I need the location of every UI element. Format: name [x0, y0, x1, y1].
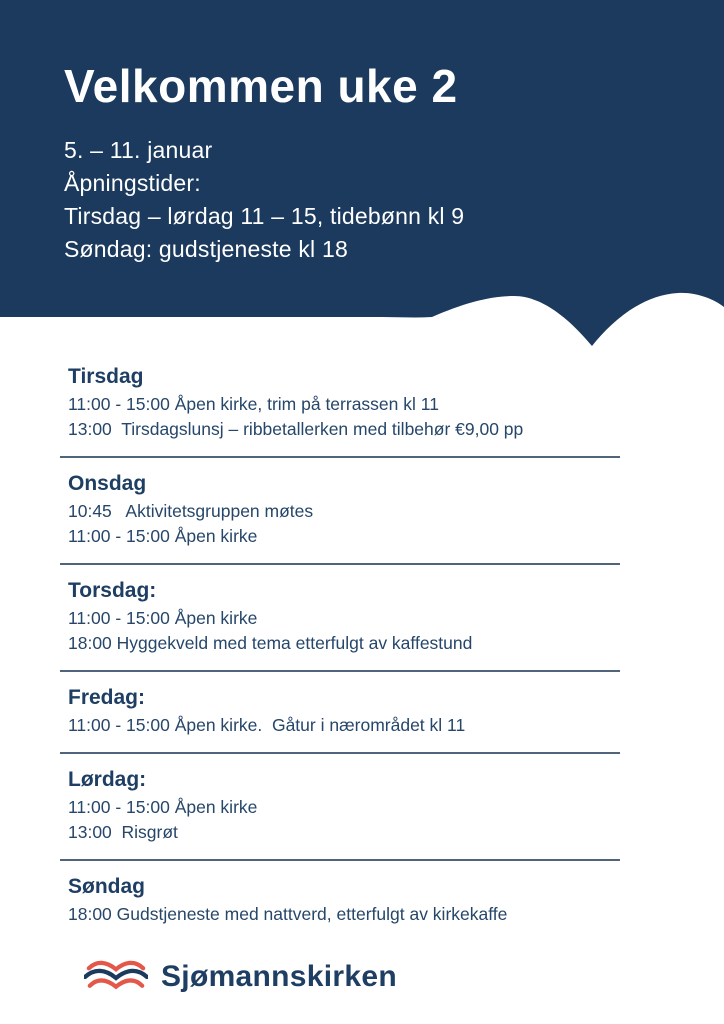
schedule	[0, 355, 724, 927]
section-divider	[60, 563, 620, 565]
header-wave-icon	[0, 290, 724, 355]
schedule-entry: 11:00 - 15:00 Åpen kirke, trim på terrassen kl 11	[68, 394, 439, 414]
entry-list	[60, 902, 664, 927]
schedule-entry: 11:00 - 15:00 Åpen kirke	[68, 526, 258, 546]
entry-list	[60, 499, 664, 549]
schedule-section	[60, 577, 664, 672]
entry-list	[60, 713, 664, 738]
day-heading: Torsdag:	[68, 579, 157, 602]
schedule-entry: 11:00 - 15:00 Åpen kirke	[68, 797, 258, 817]
logo-text: Sjømannskirken	[161, 960, 397, 993]
section-divider	[60, 752, 620, 754]
entry-list	[60, 392, 664, 442]
schedule-entry: 18:00 Hyggekveld med tema etterfulgt av kaffestund	[68, 633, 473, 653]
schedule-entry: 11:00 - 15:00 Åpen kirke. Gåtur i nærområdet kl 11	[68, 715, 466, 735]
schedule-section	[60, 470, 664, 565]
schedule-entry: 13:00 Tirsdagslunsj – ribbetallerken med tilbehør €9,00 pp	[68, 419, 524, 439]
day-heading: Tirsdag	[68, 365, 144, 388]
section-divider	[60, 670, 620, 672]
section-divider	[60, 456, 620, 458]
waves-icon	[84, 957, 148, 997]
opening-hours-label: Åpningstider:	[64, 170, 201, 197]
schedule-entry: 18:00 Gudstjeneste med nattverd, etterfulgt av kirkekaffe	[68, 904, 508, 924]
opening-hours-week: Tirsdag – lørdag 11 – 15, tidebønn kl 9	[64, 203, 465, 230]
day-heading: Fredag:	[68, 686, 146, 709]
schedule-section	[60, 363, 664, 458]
entry-list	[60, 795, 664, 845]
schedule-entry: 13:00 Risgrøt	[68, 822, 178, 842]
schedule-entry: 10:45 Aktivitetsgruppen møtes	[68, 501, 314, 521]
section-divider	[60, 859, 620, 861]
page-title: Velkommen uke 2	[64, 60, 458, 112]
schedule-section	[60, 873, 664, 927]
schedule-section	[60, 684, 664, 754]
date-range: 5. – 11. januar	[64, 137, 213, 164]
schedule-section	[60, 766, 664, 861]
footer	[0, 957, 724, 997]
header	[0, 0, 724, 355]
opening-hours-sunday: Søndag: gudstjeneste kl 18	[64, 236, 348, 263]
sjomannskirken-logo	[84, 957, 724, 997]
day-heading: Onsdag	[68, 472, 147, 495]
entry-list	[60, 606, 664, 656]
header-banner	[0, 0, 724, 291]
day-heading: Lørdag:	[68, 768, 147, 791]
schedule-entry: 11:00 - 15:00 Åpen kirke	[68, 608, 258, 628]
day-heading: Søndag	[68, 875, 145, 898]
